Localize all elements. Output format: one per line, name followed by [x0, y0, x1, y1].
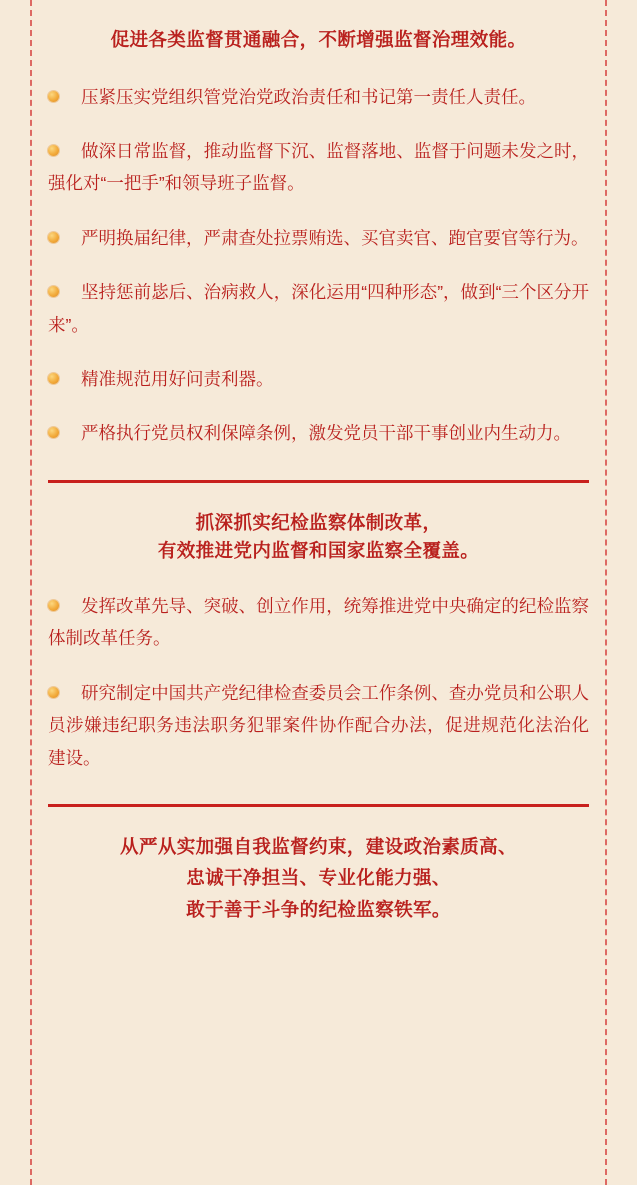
- section-3-heading-line-3: 敢于善于斗争的纪检监察铁军。: [186, 898, 451, 920]
- list-item: [48, 363, 589, 395]
- section-self-supervision: [48, 807, 589, 925]
- bullet-dot-icon: [48, 286, 59, 297]
- section-2-heading-line-2: 有效推进党内监督和国家监察全覆盖。: [157, 540, 480, 562]
- section-discipline-reform: [48, 483, 589, 774]
- bullet-dot-icon: [48, 373, 59, 384]
- list-item: [48, 417, 589, 449]
- section-3-heading: [48, 807, 589, 925]
- list-item-text: 严格执行党员权利保障条例，激发党员干部干事创业内生动力。: [81, 423, 571, 444]
- list-item-text: 做深日常监督，推动监督下沉、监督落地、监督于问题未发之时，强化对“一把手”和领导班子监督。: [48, 141, 589, 194]
- list-item: [48, 590, 589, 655]
- section-2-heading-line-1: 抓深抓实纪检监察体制改革，: [195, 511, 442, 533]
- bullet-dot-icon: [48, 600, 59, 611]
- list-item: [48, 81, 589, 113]
- list-item-text: 研究制定中国共产党纪律检查委员会工作条例、查办党员和公职人员涉嫌违纪职务违法职务犯罪案件协作配合办法，促进规范化法治化建设。: [48, 682, 589, 768]
- bullet-dot-icon: [48, 145, 59, 156]
- bullet-dot-icon: [48, 232, 59, 243]
- section-monitoring-integration: [48, 0, 589, 450]
- list-item-text: 精准规范用好问责利器。: [81, 368, 274, 389]
- list-item-text: 发挥改革先导、突破、创立作用，统筹推进党中央确定的纪检监察体制改革任务。: [48, 596, 589, 649]
- bullet-dot-icon: [48, 427, 59, 438]
- section-2-heading: [48, 483, 589, 568]
- list-item: [48, 135, 589, 200]
- section-3-heading-line-2: 忠诚干净担当、专业化能力强、: [186, 867, 451, 889]
- list-item-text: 严明换届纪律，严肃查处拉票贿选、买官卖官、跑官要官等行为。: [81, 227, 589, 248]
- bullet-dot-icon: [48, 91, 59, 102]
- section-3-heading-line-1: 从严从实加强自我监督约束，建设政治素质高、: [120, 835, 517, 857]
- list-item-text: 坚持惩前毖后、治病救人，深化运用“四种形态”，做到“三个区分开来”。: [48, 282, 589, 335]
- list-item: [48, 222, 589, 254]
- list-item-text: 压紧压实党组织管党治党政治责任和书记第一责任人责任。: [81, 86, 536, 107]
- section-1-heading: [48, 0, 589, 59]
- list-item: [48, 677, 589, 774]
- bullet-dot-icon: [48, 687, 59, 698]
- list-item: [48, 276, 589, 341]
- section-1-heading-line-1: 促进各类监督贯通融合，不断增强监督治理效能。: [110, 29, 527, 50]
